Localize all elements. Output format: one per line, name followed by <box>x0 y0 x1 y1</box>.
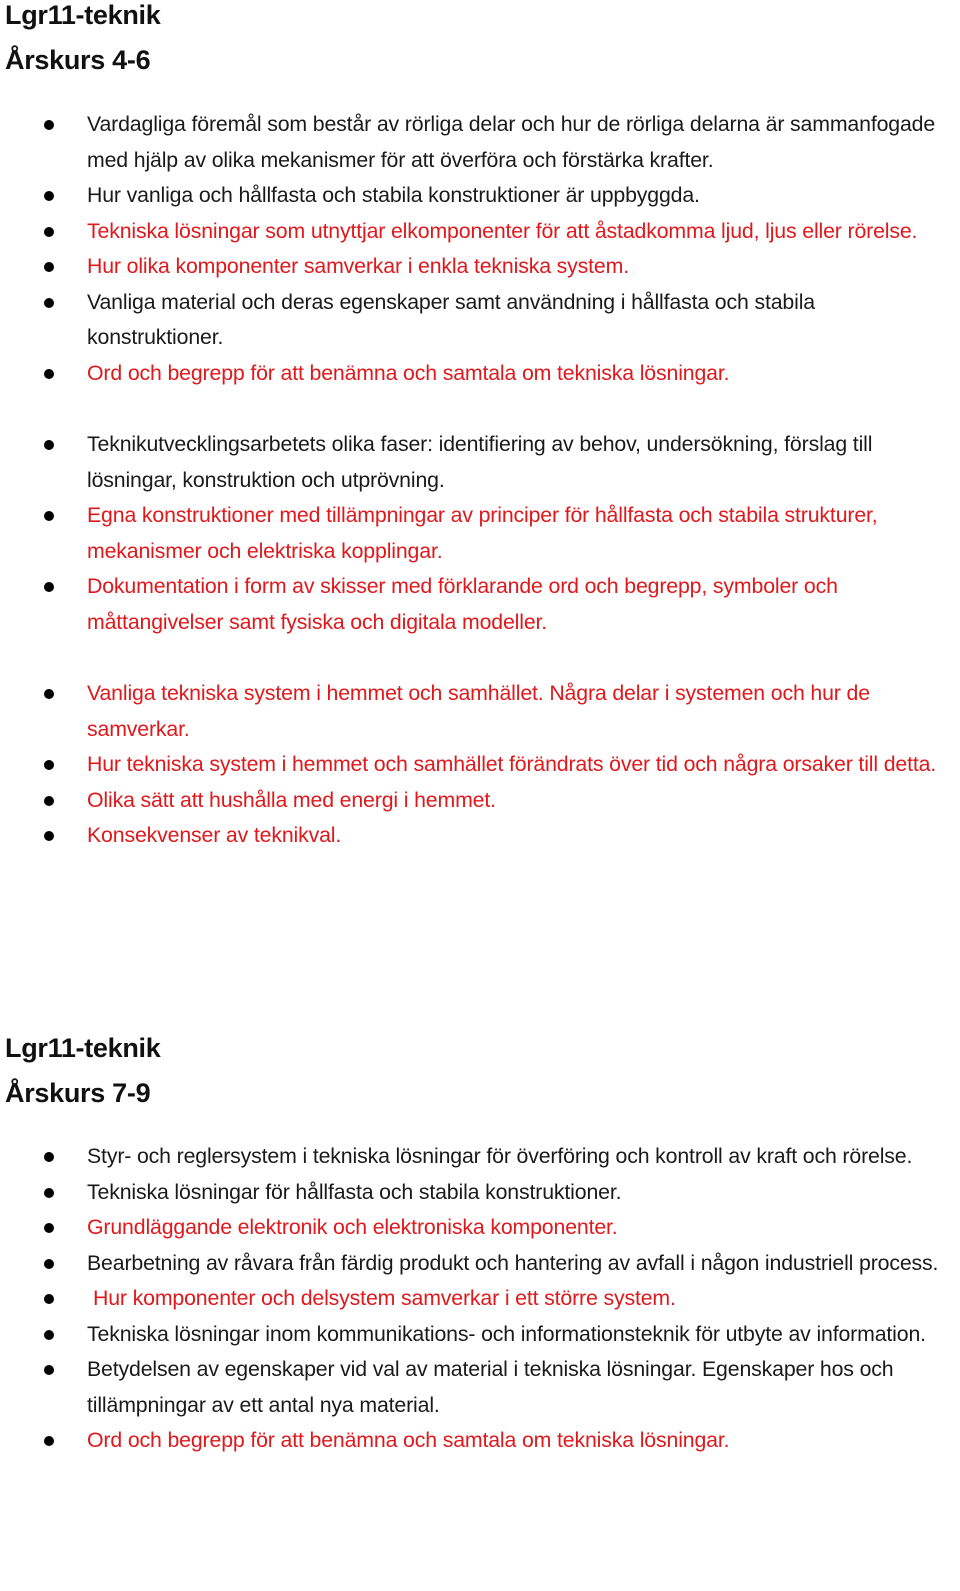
list-item <box>0 285 960 356</box>
list-item-text: Teknikutvecklingsarbetets olika faser: identifiering av behov, undersökning, förslag till lösningar, konstruktion och utprövning. <box>87 432 873 492</box>
bullet-icon <box>44 689 54 699</box>
section-subtitle: Årskurs 4-6 <box>5 45 151 75</box>
list-item <box>0 818 960 854</box>
list-item-text: Hur komponenter och delsystem samverkar i ett större system. <box>93 1286 676 1310</box>
list-item <box>0 1139 960 1175</box>
bullet-icon <box>44 831 54 841</box>
bullet-icon <box>44 796 54 806</box>
list-item <box>0 107 960 178</box>
list-item <box>0 569 960 640</box>
list-item-text: Bearbetning av råvara från färdig produkt och hantering av avfall i någon industriell process. <box>87 1250 939 1275</box>
list-item <box>0 427 960 498</box>
list-item-text: Styr- och reglersystem i tekniska lösningar för överföring och kontroll av kraft och rörelse. <box>87 1144 913 1168</box>
bullet-icon <box>44 227 54 237</box>
list-item-text: Hur vanliga och hållfasta och stabila konstruktioner är uppbyggda. <box>87 183 700 207</box>
list-item <box>0 1281 960 1317</box>
list-item-text: Tekniska lösningar inom kommunikations- och informationsteknik för utbyte av information. <box>87 1321 926 1346</box>
list-item <box>0 1423 960 1459</box>
bullet-icon <box>44 1152 54 1162</box>
list-item <box>0 498 960 569</box>
list-item <box>0 1352 960 1423</box>
list-item <box>0 747 960 783</box>
list-item <box>0 783 960 819</box>
list-item-text: Vardagliga föremål som består av rörliga delar och hur de rörliga delarna är sammanfogade med hjälp av olika mekanismer för att överföra och förstärka krafter. <box>87 112 936 172</box>
section-title: Lgr11-teknik <box>5 1033 161 1063</box>
bullet-icon <box>44 440 54 450</box>
list-item-text: Tekniska lösningar för hållfasta och stabila konstruktioner. <box>87 1179 622 1204</box>
list-item <box>0 1175 960 1211</box>
list-item-text: Ord och begrepp för att benämna och samtala om tekniska lösningar. <box>87 1428 730 1452</box>
bullet-icon <box>44 1365 54 1375</box>
section-subtitle: Årskurs 7-9 <box>5 1078 151 1108</box>
list-item-text: Hur olika komponenter samverkar i enkla tekniska system. <box>87 254 629 278</box>
bullet-icon <box>44 1436 54 1446</box>
list-item-text: Konsekvenser av teknikval. <box>87 823 342 847</box>
list-item <box>0 676 960 747</box>
list-item-text: Vanliga material och deras egenskaper samt användning i hållfasta och stabila konstruktioner. <box>87 289 815 349</box>
bullet-list <box>0 1139 960 1459</box>
bullet-icon <box>44 262 54 272</box>
section-title: Lgr11-teknik <box>5 0 161 30</box>
bullet-icon <box>44 369 54 379</box>
list-item <box>0 214 960 250</box>
list-item-text: Dokumentation i form av skisser med förklarande ord och begrepp, symboler och måttangivelser samt fysiska och digitala modeller. <box>87 574 838 634</box>
list-item <box>0 1317 960 1353</box>
list-item <box>0 1210 960 1246</box>
list-item-text: Grundläggande elektronik och elektroniska komponenter. <box>87 1215 618 1239</box>
list-item <box>0 178 960 214</box>
bullet-icon <box>44 120 54 130</box>
list-item <box>0 249 960 285</box>
bullet-icon <box>44 1294 54 1304</box>
bullet-icon <box>44 1330 54 1340</box>
list-item <box>0 1246 960 1282</box>
list-item-text: Ord och begrepp för att benämna och samtala om tekniska lösningar. <box>87 360 730 385</box>
bullet-icon <box>44 1188 54 1198</box>
list-item-text: Hur tekniska system i hemmet och samhället förändrats över tid och några orsaker till detta. <box>87 752 937 776</box>
bullet-icon <box>44 760 54 770</box>
bullet-icon <box>44 1223 54 1233</box>
bullet-icon <box>44 582 54 592</box>
list-item-text: Betydelsen av egenskaper vid val av material i tekniska lösningar. Egenskaper hos och tillämpningar av ett antal nya material. <box>87 1357 894 1417</box>
list-item-text: Vanliga tekniska system i hemmet och samhället. Några delar i systemen och hur de samverkar. <box>87 681 870 741</box>
bullet-icon <box>44 298 54 308</box>
bullet-icon <box>44 1259 54 1269</box>
list-item-text: Egna konstruktioner med tillämpningar av principer för hållfasta och stabila strukturer, mekanismer och elektriska kopplingar. <box>87 503 878 563</box>
bullet-list <box>0 107 960 854</box>
list-item-text: Tekniska lösningar som utnyttjar elkomponenter för att åstadkomma ljud, ljus eller rörelse. <box>87 218 918 243</box>
list-item-text: Olika sätt att hushålla med energi i hemmet. <box>87 787 496 812</box>
list-item <box>0 356 960 392</box>
bullet-icon <box>44 191 54 201</box>
bullet-icon <box>44 511 54 521</box>
